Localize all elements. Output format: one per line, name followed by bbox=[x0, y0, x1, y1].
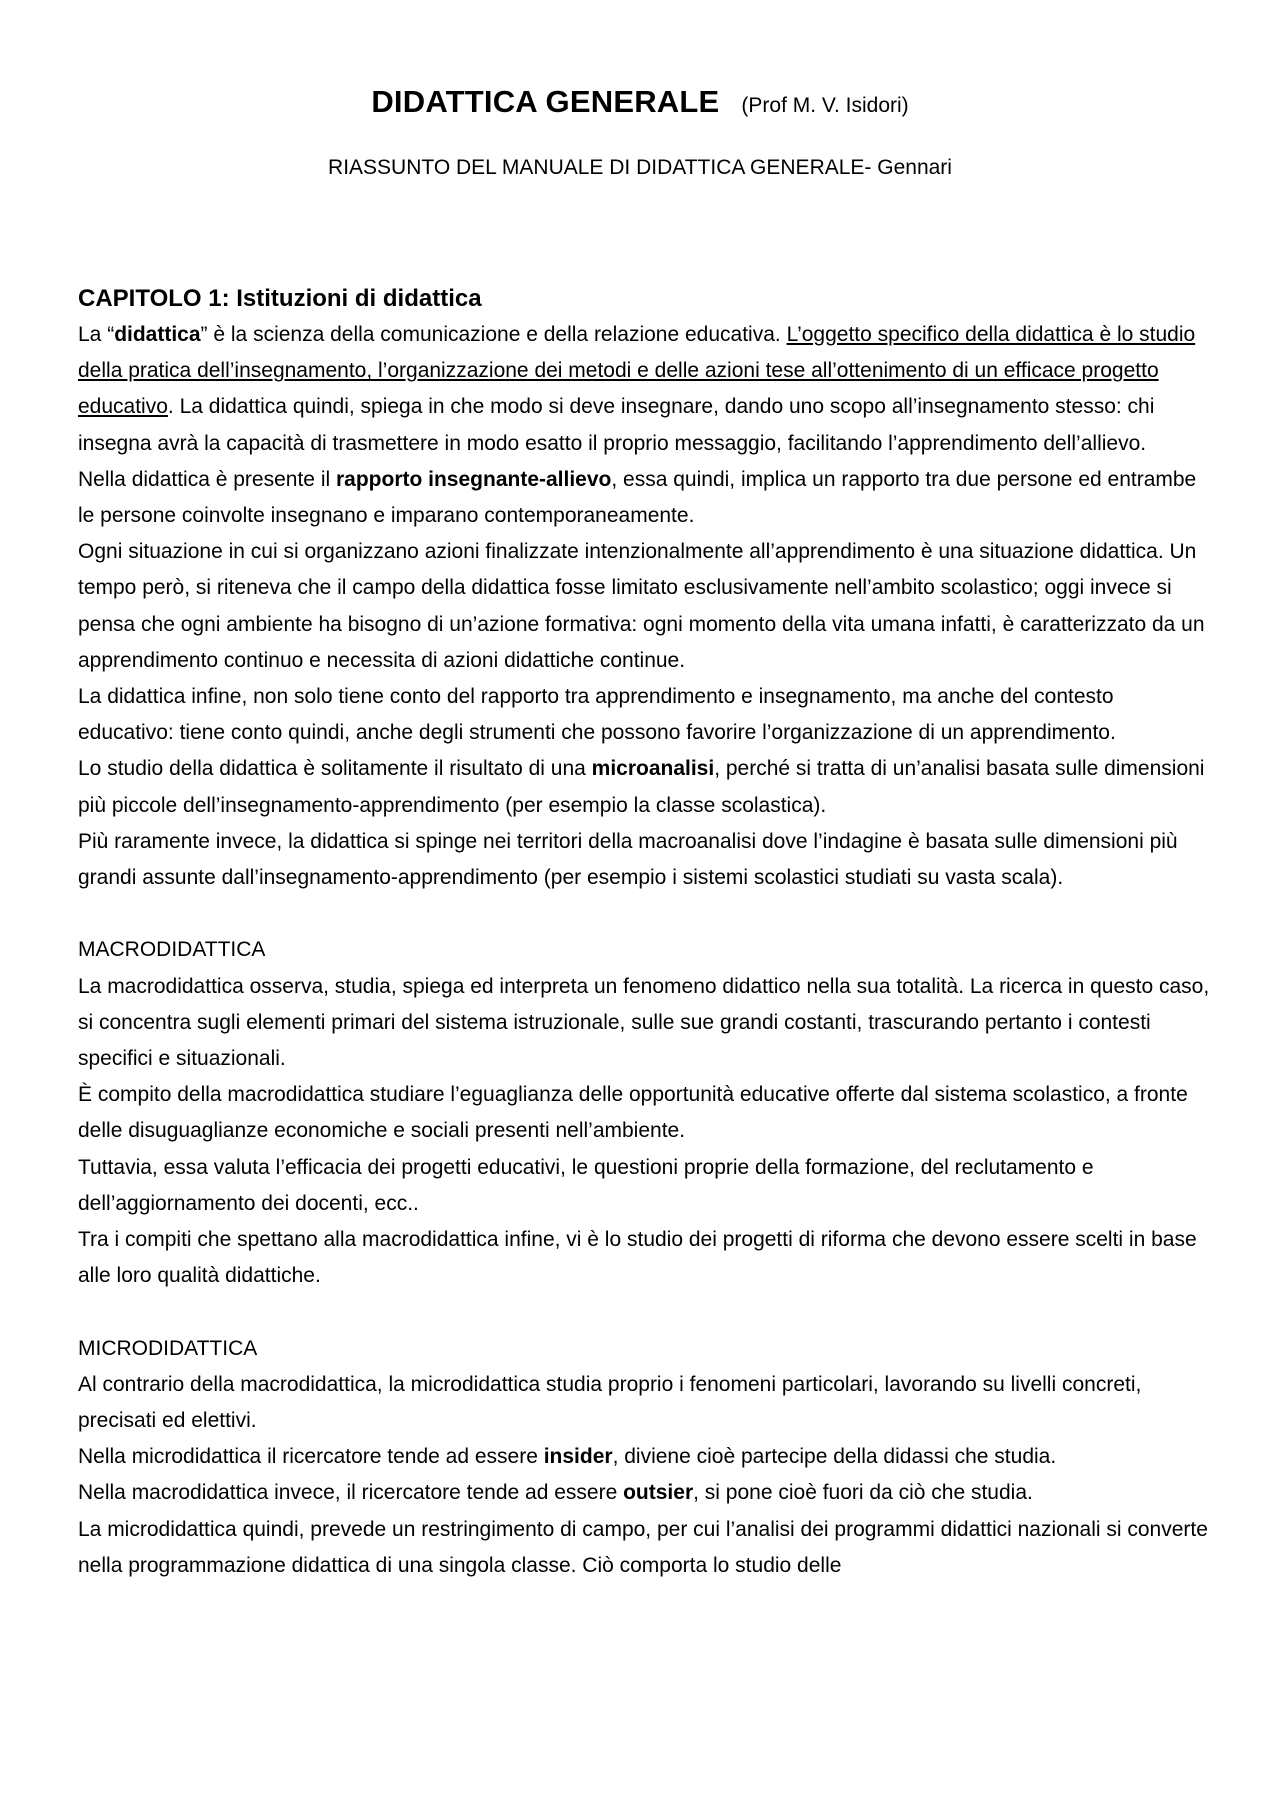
paragraph-micro-4: La microdidattica quindi, prevede un restringimento di campo, per cui l’analisi dei programmi didattici nazionali si converte nella programmazione didattica di una singola classe. Ciò comporta lo studio delle bbox=[78, 1517, 1208, 1577]
bold-term-rapporto: rapporto insegnante-allievo bbox=[335, 467, 612, 491]
document-title-line bbox=[0, 84, 1280, 120]
bold-term-didattica: didattica bbox=[114, 323, 201, 346]
paragraph-situazione-didattica: Ogni situazione in cui si organizzano azioni finalizzate intenzionalmente all’apprendimento è una situazione didattica. Un tempo però, si riteneva che il campo della didattica fosse limitato esclusivamente nell’ambito scolastico; oggi invece si pensa che ogni ambiente ha bisogno di un’azione formativa: ogni momento della vita umana infatti, è caratterizzato da un apprendimento continuo e necessita di azioni didattiche continue. bbox=[78, 540, 1205, 672]
document-title: DIDATTICA GENERALE bbox=[371, 84, 720, 119]
paragraph-didattica-definition bbox=[78, 317, 1213, 462]
paragraph-microanalisi bbox=[78, 751, 1213, 823]
text-run: ” è la scienza della comunicazione e della relazione educativa. bbox=[200, 323, 787, 346]
text-run: Nella microdidattica il ricercatore tende ad essere bbox=[78, 1445, 544, 1469]
paragraph-micro-1: Al contrario della macrodidattica, la microdidattica studia proprio i fenomeni particolari, lavorando su livelli concreti, precisati ed elettivi. bbox=[78, 1372, 1142, 1433]
document-subtitle: RIASSUNTO DEL MANUALE DI DIDATTICA GENERALE- Gennari bbox=[328, 156, 952, 179]
paragraph-contesto-educativo: La didattica infine, non solo tiene conto del rapporto tra apprendimento e insegnamento, ma anche del contesto educativo: tiene conto quindi, anche degli strumenti che possono favorire l’organizzazione di un apprendimento. bbox=[78, 685, 1116, 745]
text-run: , essa quindi, implica un rapporto tra due persone ed entrambe le persone coinvolte insegnano e imparano contemporaneamente. bbox=[78, 467, 1197, 528]
text-run: , si pone cioè fuori da ciò che studia. bbox=[693, 1481, 1033, 1505]
text-run: , perché si tratta di un’analisi basata sulle dimensioni più piccole dell’insegnamento-apprendimento (per esempio la classe scolastica). bbox=[78, 757, 1205, 817]
paragraph-micro-outsier bbox=[78, 1475, 1213, 1511]
document-body bbox=[78, 281, 1213, 1584]
text-run: , diviene cioè partecipe della didassi che studia. bbox=[612, 1445, 1057, 1469]
paragraph-macroanalisi: Più raramente invece, la didattica si spinge nei territori della macroanalisi dove l’indagine è basata sulle dimensioni più grandi assunte dall’insegnamento-apprendimento (per esempio i sistemi scolastici studiati su vasta scala). bbox=[78, 829, 1178, 890]
bold-term-insider: insider bbox=[543, 1445, 613, 1469]
paragraph-macro-4: Tra i compiti che spettano alla macrodidattica infine, vi è lo studio dei progetti di riforma che devono essere scelti in base alle loro qualità didattiche. bbox=[78, 1228, 1197, 1288]
text-run: Nella didattica è presente il bbox=[78, 467, 336, 491]
paragraph-rapporto bbox=[78, 462, 1213, 534]
paragraph-macro-3: Tuttavia, essa valuta l’efficacia dei progetti educativi, le questioni proprie della formazione, del reclutamento e dell’aggiornamento dei docenti, ecc.. bbox=[78, 1155, 1094, 1215]
paragraph-macro-1: La macrodidattica osserva, studia, spiega ed interpreta un fenomeno didattico nella sua totalità. La ricerca in questo caso, si concentra sugli elementi primari del sistema istruzionale, sulle sue grandi costanti, trascurando pertanto i contesti specifici e situazionali. bbox=[78, 974, 1210, 1071]
bold-term-microanalisi: microanalisi bbox=[591, 757, 715, 781]
section-heading-macrodidattica: MACRODIDATTICA bbox=[78, 938, 266, 962]
text-run: La “ bbox=[78, 323, 115, 346]
paragraph-macro-2: È compito della macrodidattica studiare l’eguaglianza delle opportunità educative offerte dal sistema scolastico, a fronte delle disuguaglianze economiche e sociali presenti nell’ambiente. bbox=[78, 1083, 1188, 1143]
professor-name: (Prof M. V. Isidori) bbox=[741, 94, 909, 117]
chapter-heading: CAPITOLO 1: Istituzioni di didattica bbox=[78, 285, 482, 312]
text-run: Lo studio della didattica è solitamente il risultato di una bbox=[78, 757, 592, 781]
text-run: Nella macrodidattica invece, il ricercatore tende ad essere bbox=[78, 1481, 624, 1505]
section-heading-microdidattica: MICRODIDATTICA bbox=[78, 1336, 258, 1360]
text-run: . La didattica quindi, spiega in che modo si deve insegnare, dando uno scopo all’insegnamento stesso: chi insegna avrà la capacità di trasmettere in modo esatto il proprio messaggio, facilitando l’apprendimento dell’allievo. bbox=[78, 395, 1155, 455]
bold-term-outsier: outsier bbox=[623, 1481, 694, 1505]
paragraph-micro-insider bbox=[78, 1439, 1213, 1475]
underlined-definition: L’oggetto specifico della didattica è lo studio della pratica dell’insegnamento, l’organizzazione dei metodi e delle azioni tese all’ottenimento di un efficace progetto educativo bbox=[78, 323, 1196, 419]
